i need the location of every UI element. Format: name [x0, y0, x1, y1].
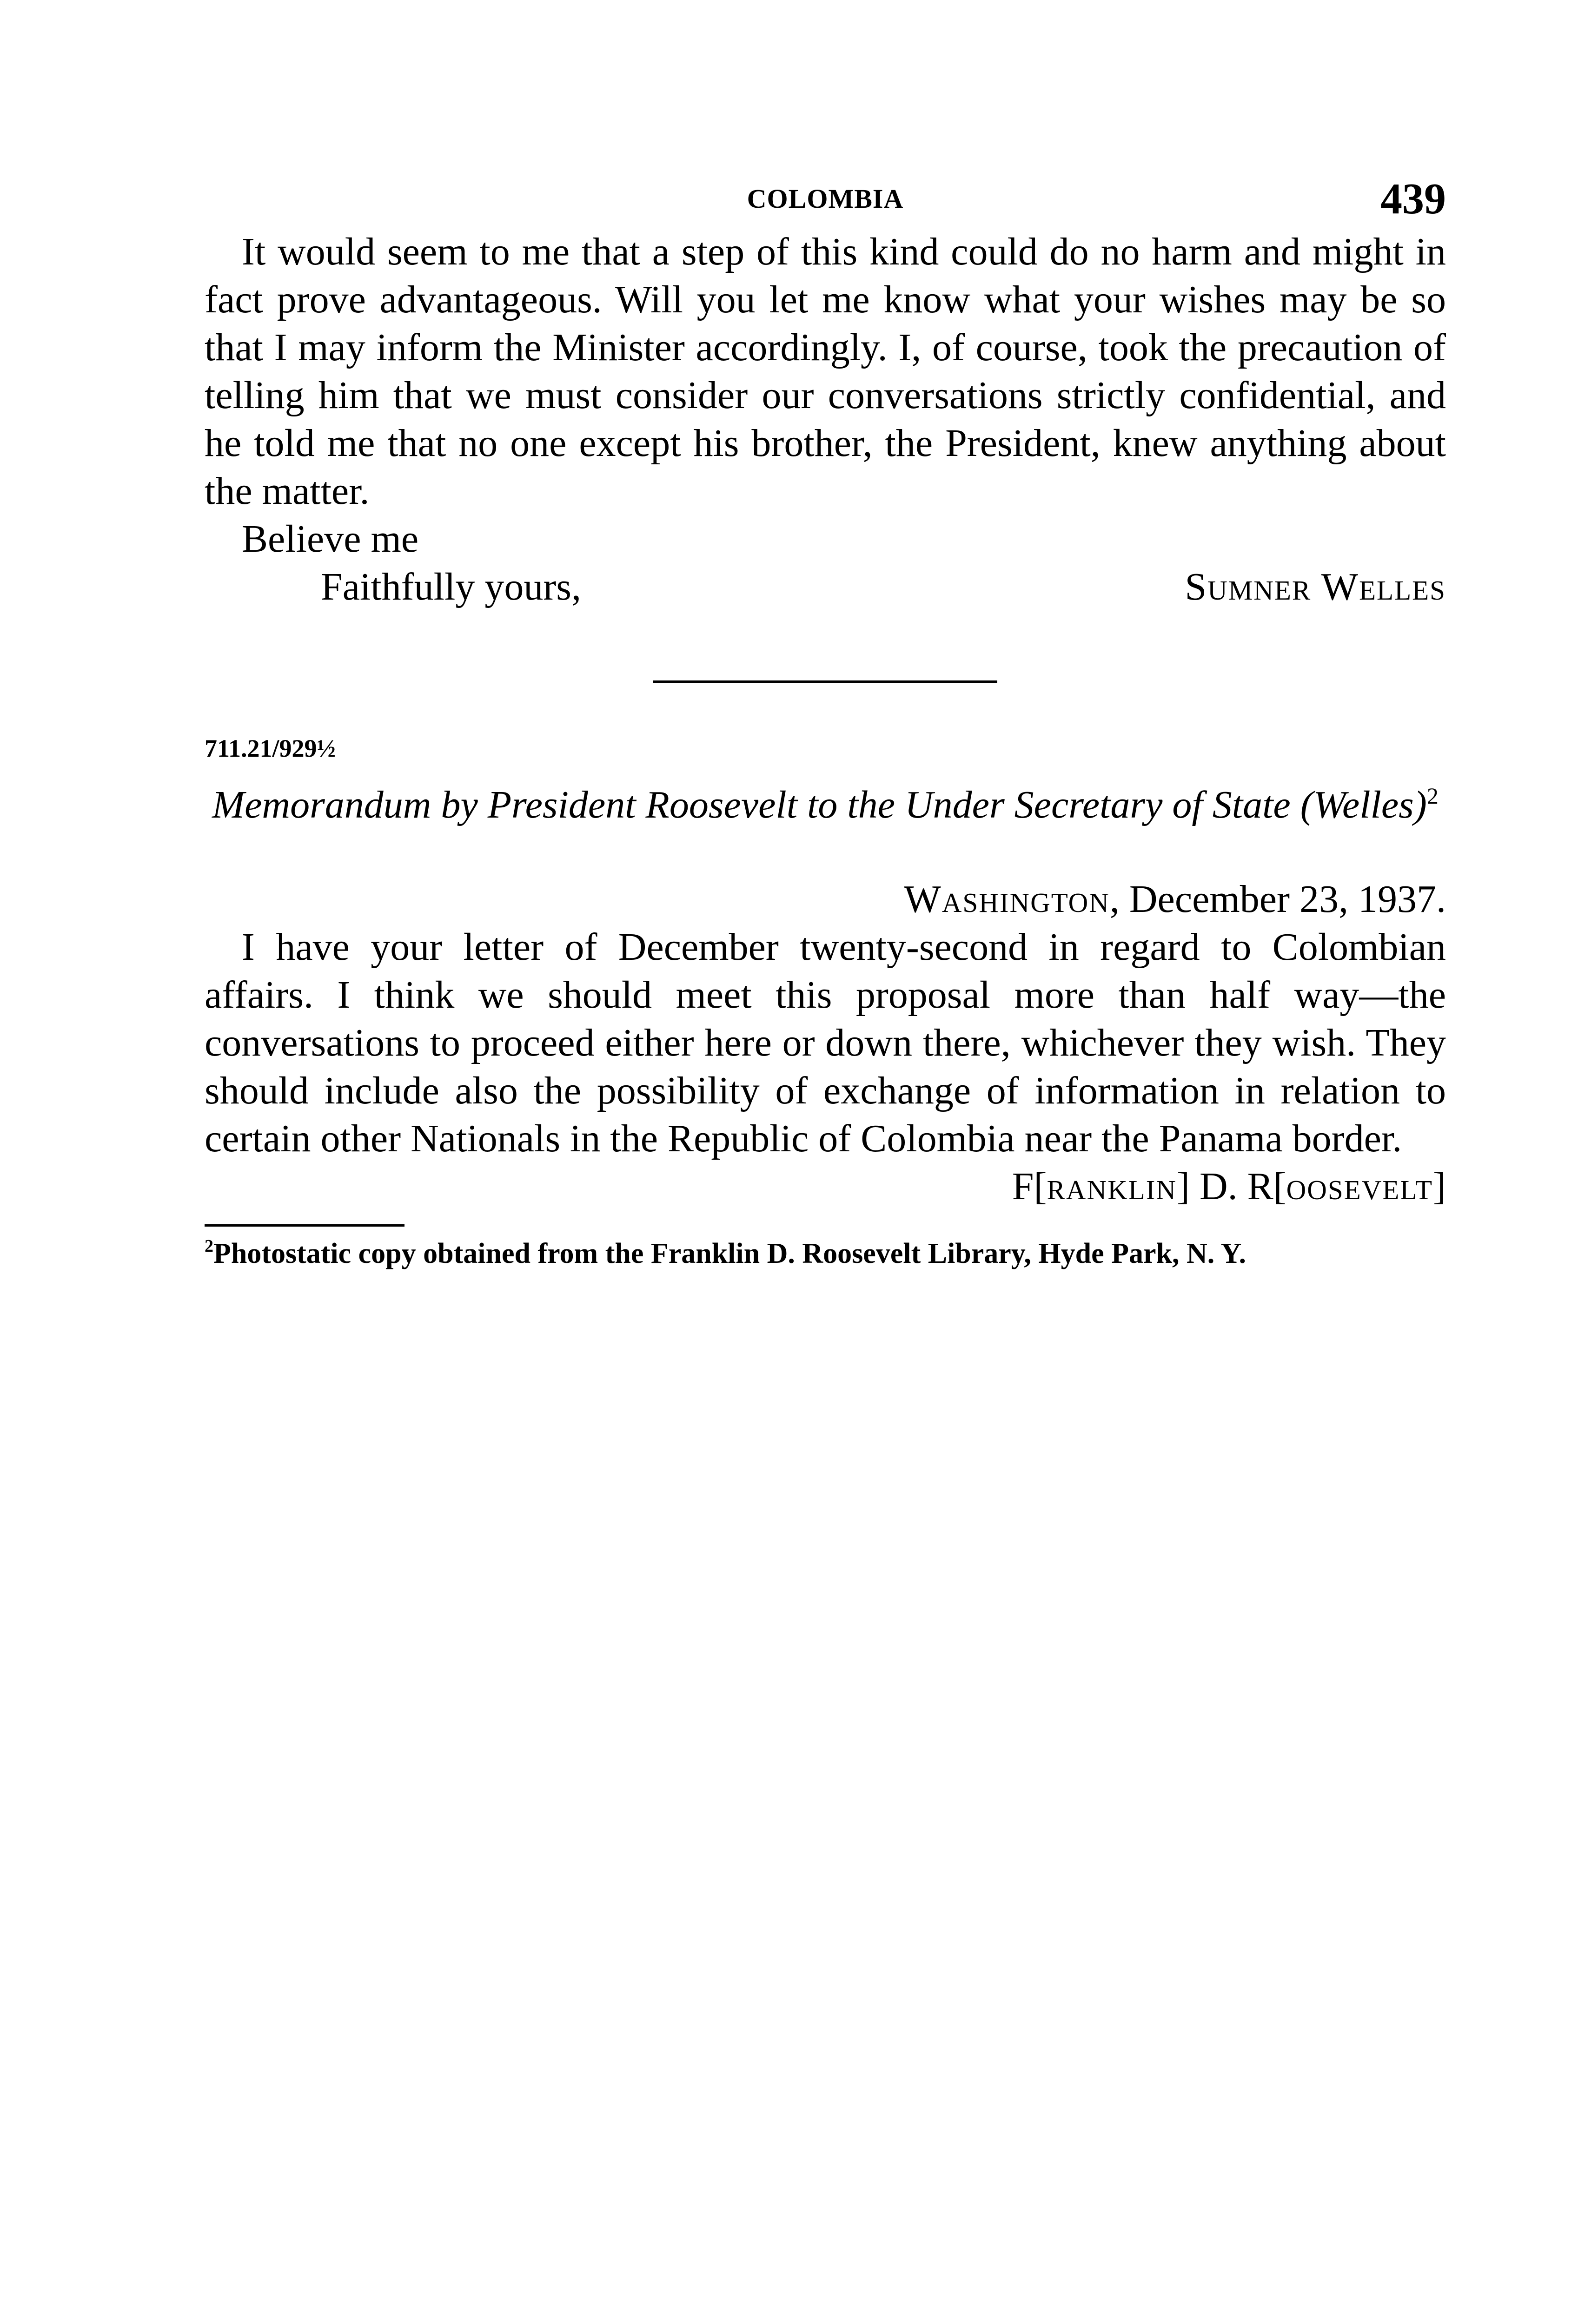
footnote — [205, 1236, 1446, 1271]
running-title: COLOMBIA — [747, 184, 904, 214]
file-number: 711.21/929½ — [205, 734, 336, 762]
letter-believe-line: Believe me — [242, 517, 419, 561]
page-number: 439 — [1380, 175, 1446, 223]
dateline-date: , December 23, 1937. — [1109, 878, 1446, 921]
signature-part: ] — [1433, 1165, 1446, 1208]
letter-closing: Faithfully yours, — [321, 565, 581, 608]
footnote-reference: 2 — [1426, 783, 1439, 809]
signature-part: ranklin — [1047, 1165, 1177, 1208]
running-header — [205, 177, 1446, 228]
signature-part: ] D. R[ — [1176, 1165, 1286, 1208]
signature-part: oosevelt — [1286, 1165, 1433, 1208]
letter-signature: Sumner Welles — [1185, 565, 1446, 608]
letter-paragraph: It would seem to me that a step of this kind could do no harm and might in fact prove advantageous. Will you let me know what your wishes may be so that I may inform the Minister accordingly. I, of course, took the precaution of telling him that we must consider our conversations strictly confidential, and he told me that no one except his brother, the President, knew anything about the matter. — [205, 230, 1446, 513]
section-divider — [653, 680, 997, 683]
signature-part: F[ — [1012, 1165, 1047, 1208]
letter-signoff — [205, 563, 1446, 611]
memorandum-signature — [205, 1162, 1446, 1210]
footnote-divider — [205, 1224, 404, 1227]
dateline-place: Washington — [904, 878, 1110, 921]
document-page — [205, 177, 1446, 1271]
footnote-marker: 2 — [205, 1236, 213, 1256]
memorandum-heading-text: Memorandum by President Roosevelt to the Under Secretary of State (Welles) — [212, 783, 1427, 826]
footnote-text: Photostatic copy obtained from the Franklin D. Roosevelt Library, Hyde Park, N. Y. — [213, 1238, 1246, 1269]
memorandum-heading — [205, 781, 1446, 829]
memorandum-paragraph: I have your letter of December twenty-second in regard to Colombian affairs. I think we should meet this proposal more than half way—the conversations to proceed either here or down there, whichever they wish. They should include also the possibility of exchange of information in relation to certain other Nationals in the Republic of Colombia near the Panama border. — [205, 925, 1446, 1160]
dateline — [205, 875, 1446, 923]
